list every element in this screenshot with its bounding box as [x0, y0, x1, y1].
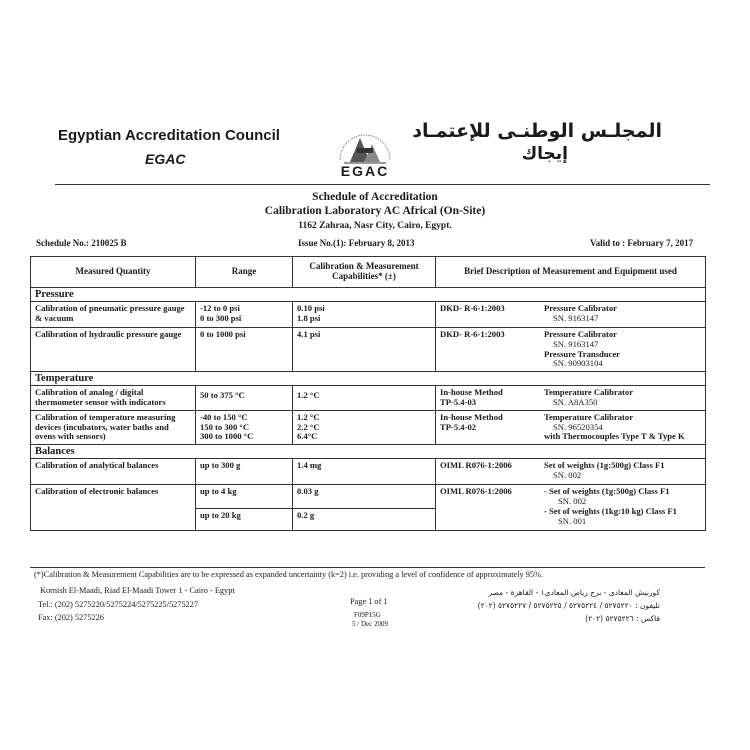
footer-divider [30, 567, 705, 568]
column-header: Calibration & Measurement Capabilities* (±) [293, 257, 436, 288]
section-label: Pressure [31, 288, 706, 302]
section-row [31, 288, 706, 302]
column-header: Range [196, 257, 293, 288]
address-english: Kornish El-Maadi, Riad El-Maadi Tower 1 - Cairo - Egypt [40, 586, 235, 595]
section-label: Temperature [31, 372, 706, 386]
accreditation-table [30, 256, 705, 531]
cmc-value: 2.2 °C [297, 421, 320, 432]
measured-quantity: Calibration of temperature measuring devices (incubators, water baths and ovens with sensors) [31, 410, 196, 444]
cmc-cell [293, 302, 436, 328]
serial-number: SN. 002 [553, 469, 582, 480]
cmc-value: 0.03 g [293, 485, 436, 509]
range-cell [196, 410, 293, 444]
equipment-accessory: with Thermocouples Type T & Type K [544, 431, 685, 442]
serial-number: SN. A8A350 [553, 396, 598, 407]
method-name: In-house Method [440, 411, 503, 422]
cmc-cell [293, 410, 436, 444]
cmc-value: 0.2 g [293, 509, 436, 531]
method-reference [440, 413, 544, 442]
serial-number: SN. 90903104 [553, 358, 603, 369]
laboratory-address: 1162 Zahraa, Nasr City, Cairo, Egypt. [298, 221, 452, 231]
table-header-row [31, 257, 706, 288]
address-arabic: كورنيش المعادى - برج رياض المعادى١ - القاهرة - مصر [488, 588, 660, 597]
telephone-arabic: تليفون : ٥٢٧٥٢٢٠ / ٥٢٧٥٢٢٤ / ٥٢٧٥٢٢٥ / ٥٢٧٥٢٢٧ (٢٠٢) [477, 601, 660, 610]
section-row [31, 445, 706, 459]
telephone-english: Tel.: (202) 5275220/5275224/5275225/5275227 [38, 600, 199, 609]
cmc-value: 1.2 °C [293, 386, 436, 411]
measured-quantity: Calibration of hydraulic pressure gauge [31, 328, 196, 372]
issue-number: Issue No.(1): February 8, 2013 [298, 238, 415, 248]
equipment-cell [436, 328, 706, 372]
equipment-cell [436, 459, 706, 485]
method-name: In-house Method [440, 387, 503, 398]
range-value: 0 to 1000 psi [196, 328, 293, 372]
schedule-number: Schedule No.: 210025 B [36, 238, 127, 248]
cmc-value: 6.4°C [297, 431, 318, 442]
form-code: F09P15G [354, 611, 381, 619]
fax-arabic: فاكس : ٥٢٧٥٢٢٦ (٢٠٢) [585, 614, 660, 623]
range-value: up to 20 kg [196, 509, 293, 531]
valid-to-date: Valid to : February 7, 2017 [590, 238, 694, 248]
equipment-name: Temperature Calibrator [544, 387, 634, 398]
equipment-cell [436, 386, 706, 411]
serial-number: SN. 96520354 [553, 421, 603, 432]
fax-english: Fax: (202) 5275226 [38, 613, 104, 622]
method-reference: DKD- R-6-1:2003 [440, 329, 505, 339]
method-reference: OIML R076-1:2006 [440, 486, 512, 497]
method-reference: OIML R076-1:2006 [440, 460, 512, 471]
column-header: Brief Description of Measurement and Equipment used [436, 257, 706, 288]
method-reference [440, 388, 544, 408]
table-row [31, 302, 706, 328]
equipment-name: Pressure Calibrator [544, 329, 617, 339]
range-value: 50 to 375 °C [196, 386, 293, 411]
equipment-name: Temperature Calibrator [544, 411, 634, 422]
serial-number: SN. 9163147 [553, 338, 599, 349]
council-abbreviation-arabic: إيجاك [521, 144, 568, 164]
range-cell [196, 302, 293, 328]
laboratory-name: Calibration Laboratory AC Africal (On-Site) [264, 205, 486, 217]
method-reference: DKD- R-6-1:2003 [440, 303, 505, 313]
measured-quantity: Calibration of analog / digital thermometer sensor with indicators [31, 386, 196, 411]
range-value: 150 to 300 °C [200, 421, 250, 432]
range-value: 300 to 1000 °C [200, 431, 254, 442]
measured-quantity: Calibration of pneumatic pressure gauge & vacuum [31, 302, 196, 328]
measured-quantity: Calibration of analytical balances [31, 459, 196, 485]
range-value: up to 4 kg [196, 485, 293, 509]
table-row [31, 410, 706, 444]
header-divider [55, 184, 710, 185]
measured-quantity: Calibration of electronic balances [31, 485, 196, 531]
schedule-title: Schedule of Accreditation [312, 191, 438, 203]
cmc-value: 0.10 psi [297, 303, 325, 313]
equipment-name: - Set of weights (1g:500g) Class F1 [544, 486, 670, 497]
form-date: 5 / Dec 2009 [352, 620, 388, 628]
table-row [31, 485, 706, 509]
cmc-value: 1.4 mg [293, 459, 436, 485]
cmc-footnote: (*)Calibration & Measurement Capabilities are to be expressed as expanded uncertainty (k=2) i.e. providing a level of confidence of approximately 95%. [34, 570, 544, 579]
procedure-code: TP-5.4-03 [440, 396, 477, 407]
equipment-cell [436, 410, 706, 444]
council-name-arabic: المجلـس الوطنـى للإعتمـاد [412, 120, 662, 142]
cmc-value: 4.1 psi [293, 328, 436, 372]
range-value: up to 300 g [196, 459, 293, 485]
equipment-name: Pressure Calibrator [544, 303, 617, 313]
logo-wordmark: EGAC [340, 163, 390, 179]
table-row [31, 328, 706, 372]
cmc-value: 1.2 °C [297, 411, 320, 422]
procedure-code: TP-5.4-02 [440, 421, 477, 432]
range-value: -40 to 150 °C [200, 411, 248, 422]
range-value: 0 to 300 psi [200, 312, 242, 323]
section-label: Balances [31, 445, 706, 459]
equipment-cell [436, 485, 706, 531]
table-row [31, 459, 706, 485]
page-number: Page 1 of 1 [350, 597, 388, 606]
range-value: -12 to 0 psi [200, 303, 240, 313]
serial-number: SN. 002 [558, 495, 587, 506]
serial-number: SN. 001 [558, 515, 587, 526]
section-row [31, 372, 706, 386]
table-row [31, 386, 706, 411]
serial-number: SN. 9163147 [553, 312, 599, 323]
equipment-name: - Set of weights (1kg:10 kg) Class F1 [544, 505, 677, 516]
equipment-name: Pressure Transducer [544, 348, 620, 359]
column-header: Measured Quantity [31, 257, 196, 288]
equipment-name: Set of weights (1g:500g) Class F1 [544, 460, 665, 471]
council-name-english: Egyptian Accreditation Council [58, 127, 280, 144]
equipment-cell [436, 302, 706, 328]
council-abbreviation-english: EGAC [145, 151, 186, 167]
cmc-value: 1.8 psi [297, 312, 321, 323]
